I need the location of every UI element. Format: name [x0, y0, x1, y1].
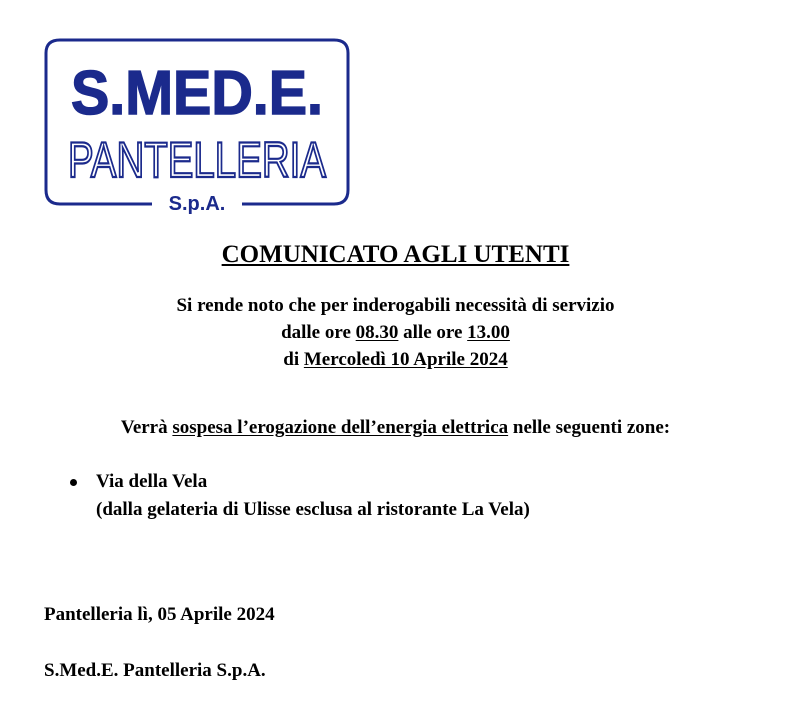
zone-name: Via della Vela [96, 471, 208, 492]
statement-emphasis: sospesa l’erogazione dell’energia elettrica [172, 417, 509, 438]
logo-line2: PANTELLERIA [68, 132, 327, 188]
statement-prefix: Verrà [120, 417, 173, 438]
outage-date: Mercoledì 10 Aprile 2024 [303, 349, 508, 370]
notice-line-2-prefix: dalle ore [281, 322, 356, 343]
start-time: 08.30 [355, 322, 399, 343]
notice-text [0, 292, 791, 373]
notice-line-2-mid: alle ore [398, 322, 468, 343]
place-date: Pantelleria lì, 05 Aprile 2024 [44, 604, 275, 625]
main-statement [0, 417, 791, 439]
signature: S.Med.E. Pantelleria S.p.A. [44, 660, 266, 681]
logo-line3: S.p.A. [168, 193, 226, 215]
notice-line-3-prefix: di [283, 349, 304, 370]
company-logo [42, 37, 352, 215]
zone-detail: (dalla gelateria di Ulisse esclusa al ristorante La Vela) [96, 499, 530, 520]
logo-line1: S.MED.E. [71, 59, 323, 128]
notice-line-3 [0, 346, 791, 373]
end-time: 13.00 [467, 322, 510, 343]
notice-line-1: Si rende noto che per inderogabili necessità di servizio [176, 295, 615, 316]
list-item [68, 468, 530, 524]
page-title: COMUNICATO AGLI UTENTI [221, 241, 570, 268]
bullet-icon [70, 479, 77, 486]
statement-suffix: nelle seguenti zone: [508, 417, 671, 438]
notice-line-2 [0, 319, 791, 346]
zones-list [68, 468, 530, 524]
